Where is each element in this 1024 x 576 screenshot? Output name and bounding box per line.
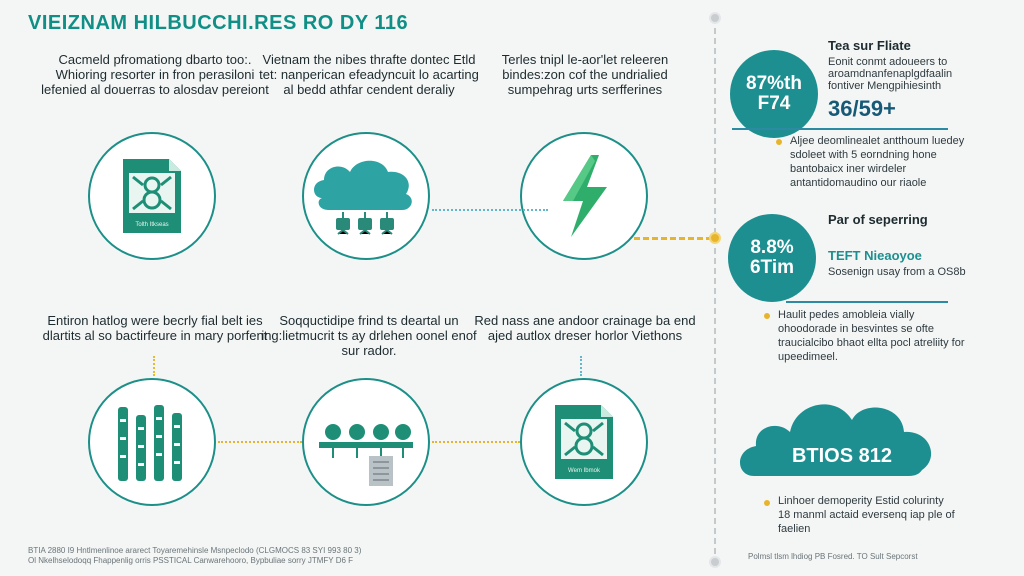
- bullet-dot-1: [776, 139, 782, 145]
- stat-circle-1: [730, 50, 818, 138]
- document-icon: [115, 153, 189, 239]
- grid-text-5: Soqquctidipe frind ts deartal un ing:lietmucrit ts ay drlehen oonel enof sur rador.: [261, 313, 477, 358]
- cloud-label: BTIOS 812: [791, 445, 893, 467]
- side-big-1: 36/59+: [828, 96, 896, 121]
- footer-left-line2: Ol Nkelhselodoqq Fhappenlig orris PSSTICAL Canwarehooro, Bypbuliae sorry JTMFY D6 F: [28, 556, 354, 565]
- side-bullet-1: Aljee deomlinealet antthoum luedey sdoleet with 5 eorndning hone bantobaicx iner wirdeler antantidomaudino our riaole: [790, 135, 965, 189]
- connector-top-1: [432, 209, 548, 211]
- stat-circle-2: [728, 214, 816, 302]
- stat1-line2: F74: [757, 93, 791, 114]
- footer-left-line1: BTIA 2880 I9 Hntlmenlinoe ararect Toyaremehinsle Msnpeclodo (CLGMOCS 83 SYI 993 80 3): [28, 546, 362, 555]
- side-accent-2: TEFT Nieaoyoe: [828, 248, 922, 263]
- conveyor-circle: [302, 378, 430, 506]
- timeline: [714, 18, 716, 564]
- side-small-2: Sosenign usay from a OS8b: [828, 266, 966, 278]
- stat2-line2: 6Tim: [749, 257, 794, 278]
- connector-down-2: [580, 356, 582, 376]
- cloud-icon-large: [734, 380, 944, 488]
- side-bullet-2: Haulit pedes amobleia vially ohoodorade in besvintes se ofte traucialcibo bhaot ellta pocl atreliity for upeedimeel.: [778, 309, 965, 363]
- stat2-line1: 8.8%: [750, 237, 794, 258]
- side-rule-1: [732, 128, 948, 130]
- bullet-dot-2: [764, 313, 770, 319]
- bullet-dot-3: [764, 500, 770, 506]
- cylinders-icon: [112, 397, 192, 487]
- document-icon-2: [547, 399, 621, 485]
- grid-text-1: Cacmeld pfromationg dbarto too:. Whioring resorter in fron perasiloni lefenied al douerras to alosdav pereiont: [41, 52, 269, 97]
- side-small-1: Eonit conmt adoueers to aroamdnanfenaplgdfaalin fontiver Mengpihiesinth: [828, 56, 953, 92]
- footer-left: [28, 546, 508, 566]
- doc-label: Tolth Itkseas: [135, 222, 169, 228]
- grid-text-6: Red nass ane andoor crainage ba end ajed autlox dreser horlor Viethons: [474, 313, 696, 343]
- lightning-icon: [549, 151, 619, 241]
- timeline-dot-mid: [709, 232, 721, 244]
- grid-text-2: Vietnam the nibes thrafte dontec Etld tet: nanperican efeadyncuit lo acarting al bedd athfar cendent deraliy: [259, 52, 479, 97]
- side-bullet-3: Linhoer demoperity Estid colurinty 18 manml actaid eversenq iap ple of faelien: [778, 495, 955, 535]
- conveyor-icon: [311, 392, 421, 492]
- timeline-dot-top: [709, 12, 721, 24]
- cloud-icon: [308, 148, 424, 244]
- grid-text-3: Terles tnipl le-aor'let releeren bindes:zon cof the undrialied sumpehrag urts serfferines: [501, 52, 669, 97]
- connector-top-2: [634, 237, 712, 240]
- document-circle-2: [520, 378, 648, 506]
- grid-text-4: Entiron hatlog were becrly fial belt ies dlartits al so bactirfeure in mary porfent: [42, 313, 268, 343]
- side-heading-1: Tea sur Fliate: [828, 38, 911, 53]
- cylinders-circle: [88, 378, 216, 506]
- lightning-circle: [520, 132, 648, 260]
- page-title: VIEIZNAM HILBUCCHI.RES RO DY 116: [28, 12, 409, 34]
- side-heading-2: Par of seperring: [828, 212, 928, 227]
- timeline-dot-bottom: [709, 556, 721, 568]
- cloud-circle: [302, 132, 430, 260]
- connector-bottom-1: [218, 441, 302, 443]
- side-rule-2: [786, 301, 948, 303]
- document-circle: [88, 132, 216, 260]
- doc-label-2: Wem Ibmok: [568, 468, 600, 474]
- stat1-line1: 87%th: [746, 73, 802, 94]
- connector-down-1: [153, 356, 155, 376]
- connector-bottom-2: [432, 441, 520, 443]
- footer-right: Polmsl tlsm lhdiog PB Fosred. TO Sult Sepcorst: [748, 552, 918, 561]
